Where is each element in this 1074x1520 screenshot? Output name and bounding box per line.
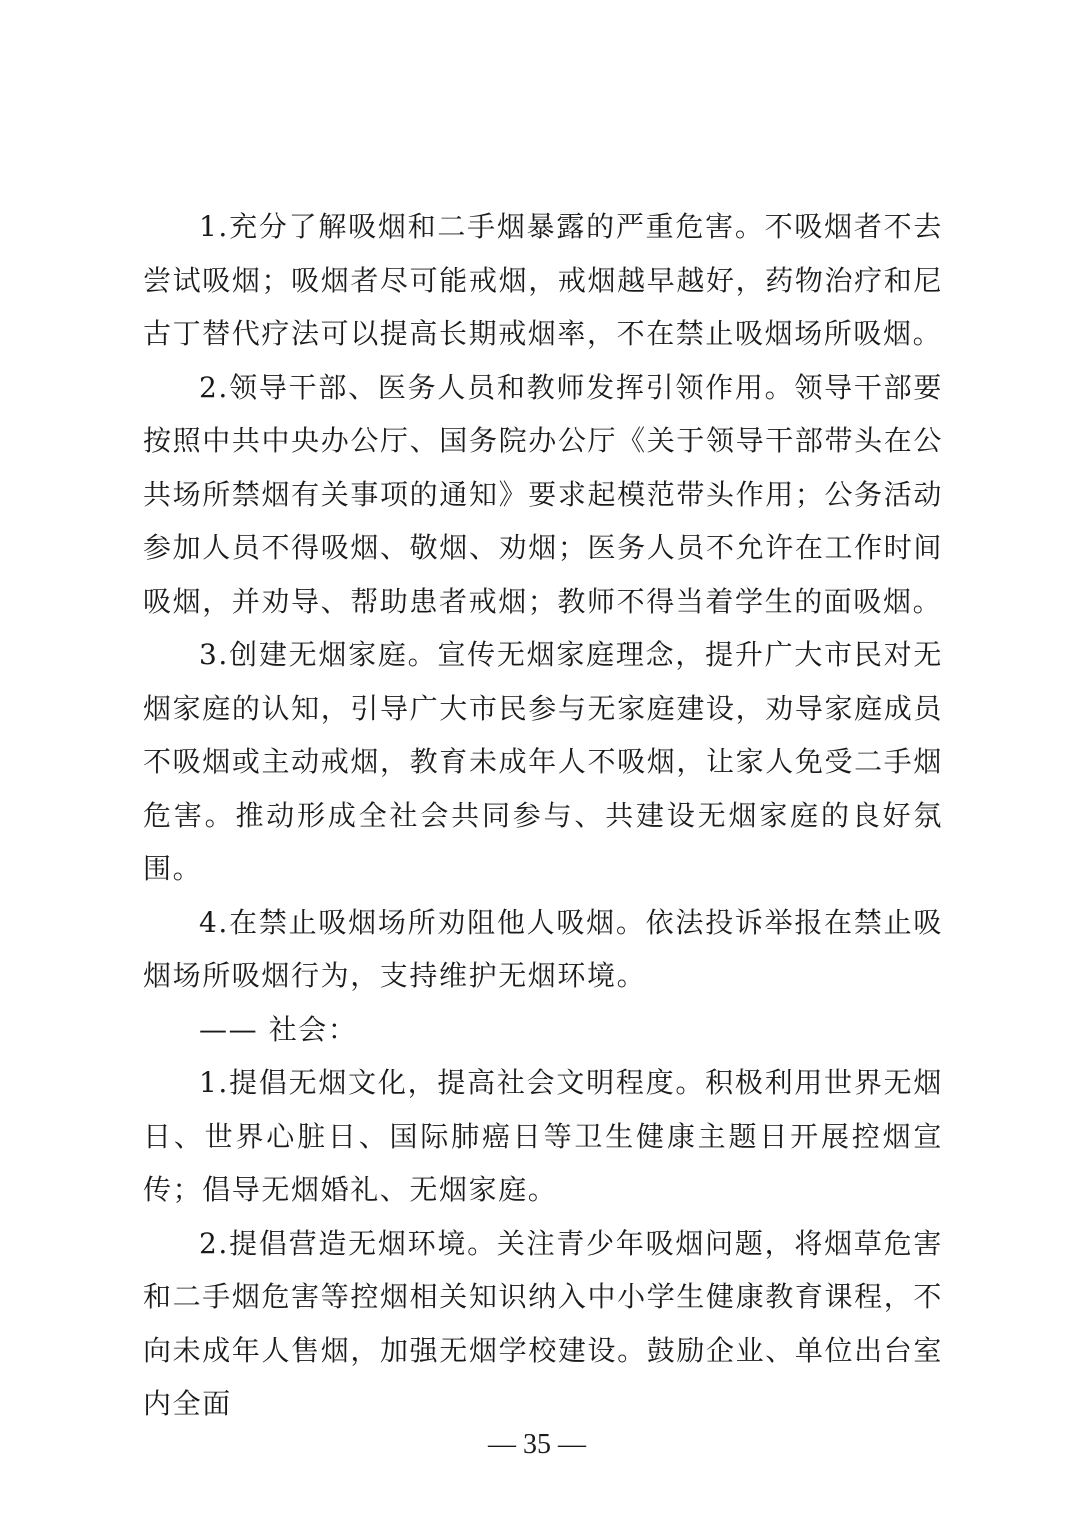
paragraph-3: 3.创建无烟家庭。宣传无烟家庭理念，提升广大市民对无烟家庭的认知，引导广大市民参与无家庭建设，劝导家庭成员不吸烟或主动戒烟，教育未成年人不吸烟，让家人免受二手烟危害。推动形成全社会共同参与、共建设无烟家庭的良好氛围。 xyxy=(143,638,943,885)
paragraph-2: 2.领导干部、医务人员和教师发挥引领作用。领导干部要按照中共中央办公厅、国务院办公厅《关于领导干部带头在公共场所禁烟有关事项的通知》要求起模范带头作用；公务活动参加人员不得吸烟、敬烟、劝烟；医务人员不允许在工作时间吸烟，并劝导、帮助患者戒烟；教师不得当着学生的面吸烟。 xyxy=(143,370,943,618)
society-paragraph-1: 1.提倡无烟文化，提高社会文明程度。积极利用世界无烟日、世界心脏日、国际肺癌日等卫生健康主题日开展控烟宣传；倡导无烟婚礼、无烟家庭。 xyxy=(143,1066,943,1206)
society-paragraph-2: 2.提倡营造无烟环境。关注青少年吸烟问题，将烟草危害和二手烟危害等控烟相关知识纳入中小学生健康教育课程，不向未成年人售烟，加强无烟学校建设。鼓励企业、单位出台室内全面 xyxy=(143,1226,943,1420)
section-heading-society: —— 社会： xyxy=(199,1012,358,1046)
paragraph-4: 4.在禁止吸烟场所劝阻他人吸烟。依法投诉举报在禁止吸烟场所吸烟行为，支持维护无烟环境。 xyxy=(143,905,943,992)
document-body xyxy=(143,200,943,1431)
paragraph-1: 1.充分了解吸烟和二手烟暴露的严重危害。不吸烟者不去尝试吸烟；吸烟者尽可能戒烟，戒烟越早越好，药物治疗和尼古丁替代疗法可以提高长期戒烟率，不在禁止吸烟场所吸烟。 xyxy=(143,210,943,350)
page-number: — 35 — xyxy=(488,1429,586,1460)
